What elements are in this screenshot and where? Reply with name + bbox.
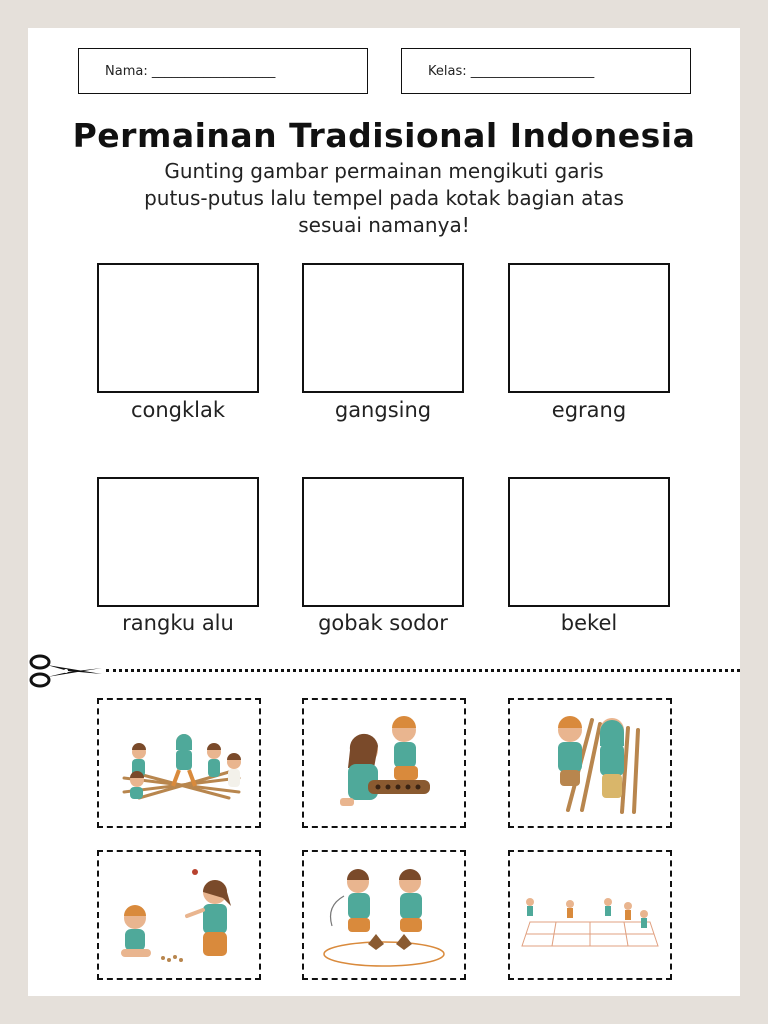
cutout-card-gangsing[interactable]	[302, 850, 466, 980]
name-field[interactable]	[78, 48, 368, 94]
rangku-alu-illustration-icon	[99, 700, 259, 826]
box-label: congklak	[130, 398, 226, 422]
instruction-line: putus-putus lalu tempel pada kotak bagian atas	[144, 186, 624, 210]
scissors-icon	[28, 654, 104, 688]
cutout-card-rangku-alu[interactable]	[97, 698, 261, 828]
box-label: gobak sodor	[318, 611, 448, 635]
worksheet-title: Permainan Tradisional Indonesia	[72, 116, 696, 155]
paste-box-gobak-sodor[interactable]	[302, 477, 464, 607]
worksheet-page	[28, 28, 740, 996]
cutout-card-egrang[interactable]	[508, 698, 672, 828]
instruction-line: Gunting gambar permainan mengikuti garis	[164, 159, 604, 183]
congklak-illustration-icon	[304, 700, 464, 826]
gobak-sodor-illustration-icon	[510, 852, 670, 978]
instructions	[68, 158, 700, 239]
name-field-label: Nama: ___________________	[105, 63, 276, 79]
paste-box-gangsing[interactable]	[302, 263, 464, 393]
class-field[interactable]	[401, 48, 691, 94]
paste-box-egrang[interactable]	[508, 263, 670, 393]
box-label: gangsing	[334, 398, 432, 422]
box-label: bekel	[560, 611, 618, 635]
box-label: rangku alu	[122, 611, 234, 635]
paste-box-congklak[interactable]	[97, 263, 259, 393]
cut-line	[106, 669, 740, 672]
cutout-card-bekel[interactable]	[97, 850, 261, 980]
egrang-illustration-icon	[510, 700, 670, 826]
box-label: egrang	[551, 398, 627, 422]
bekel-illustration-icon	[99, 852, 259, 978]
instruction-line: sesuai namanya!	[298, 213, 470, 237]
cutout-card-gobak-sodor[interactable]	[508, 850, 672, 980]
paste-box-rangku-alu[interactable]	[97, 477, 259, 607]
class-field-label: Kelas: ___________________	[428, 63, 595, 79]
gangsing-illustration-icon	[304, 852, 464, 978]
cutout-card-congklak[interactable]	[302, 698, 466, 828]
paste-box-bekel[interactable]	[508, 477, 670, 607]
